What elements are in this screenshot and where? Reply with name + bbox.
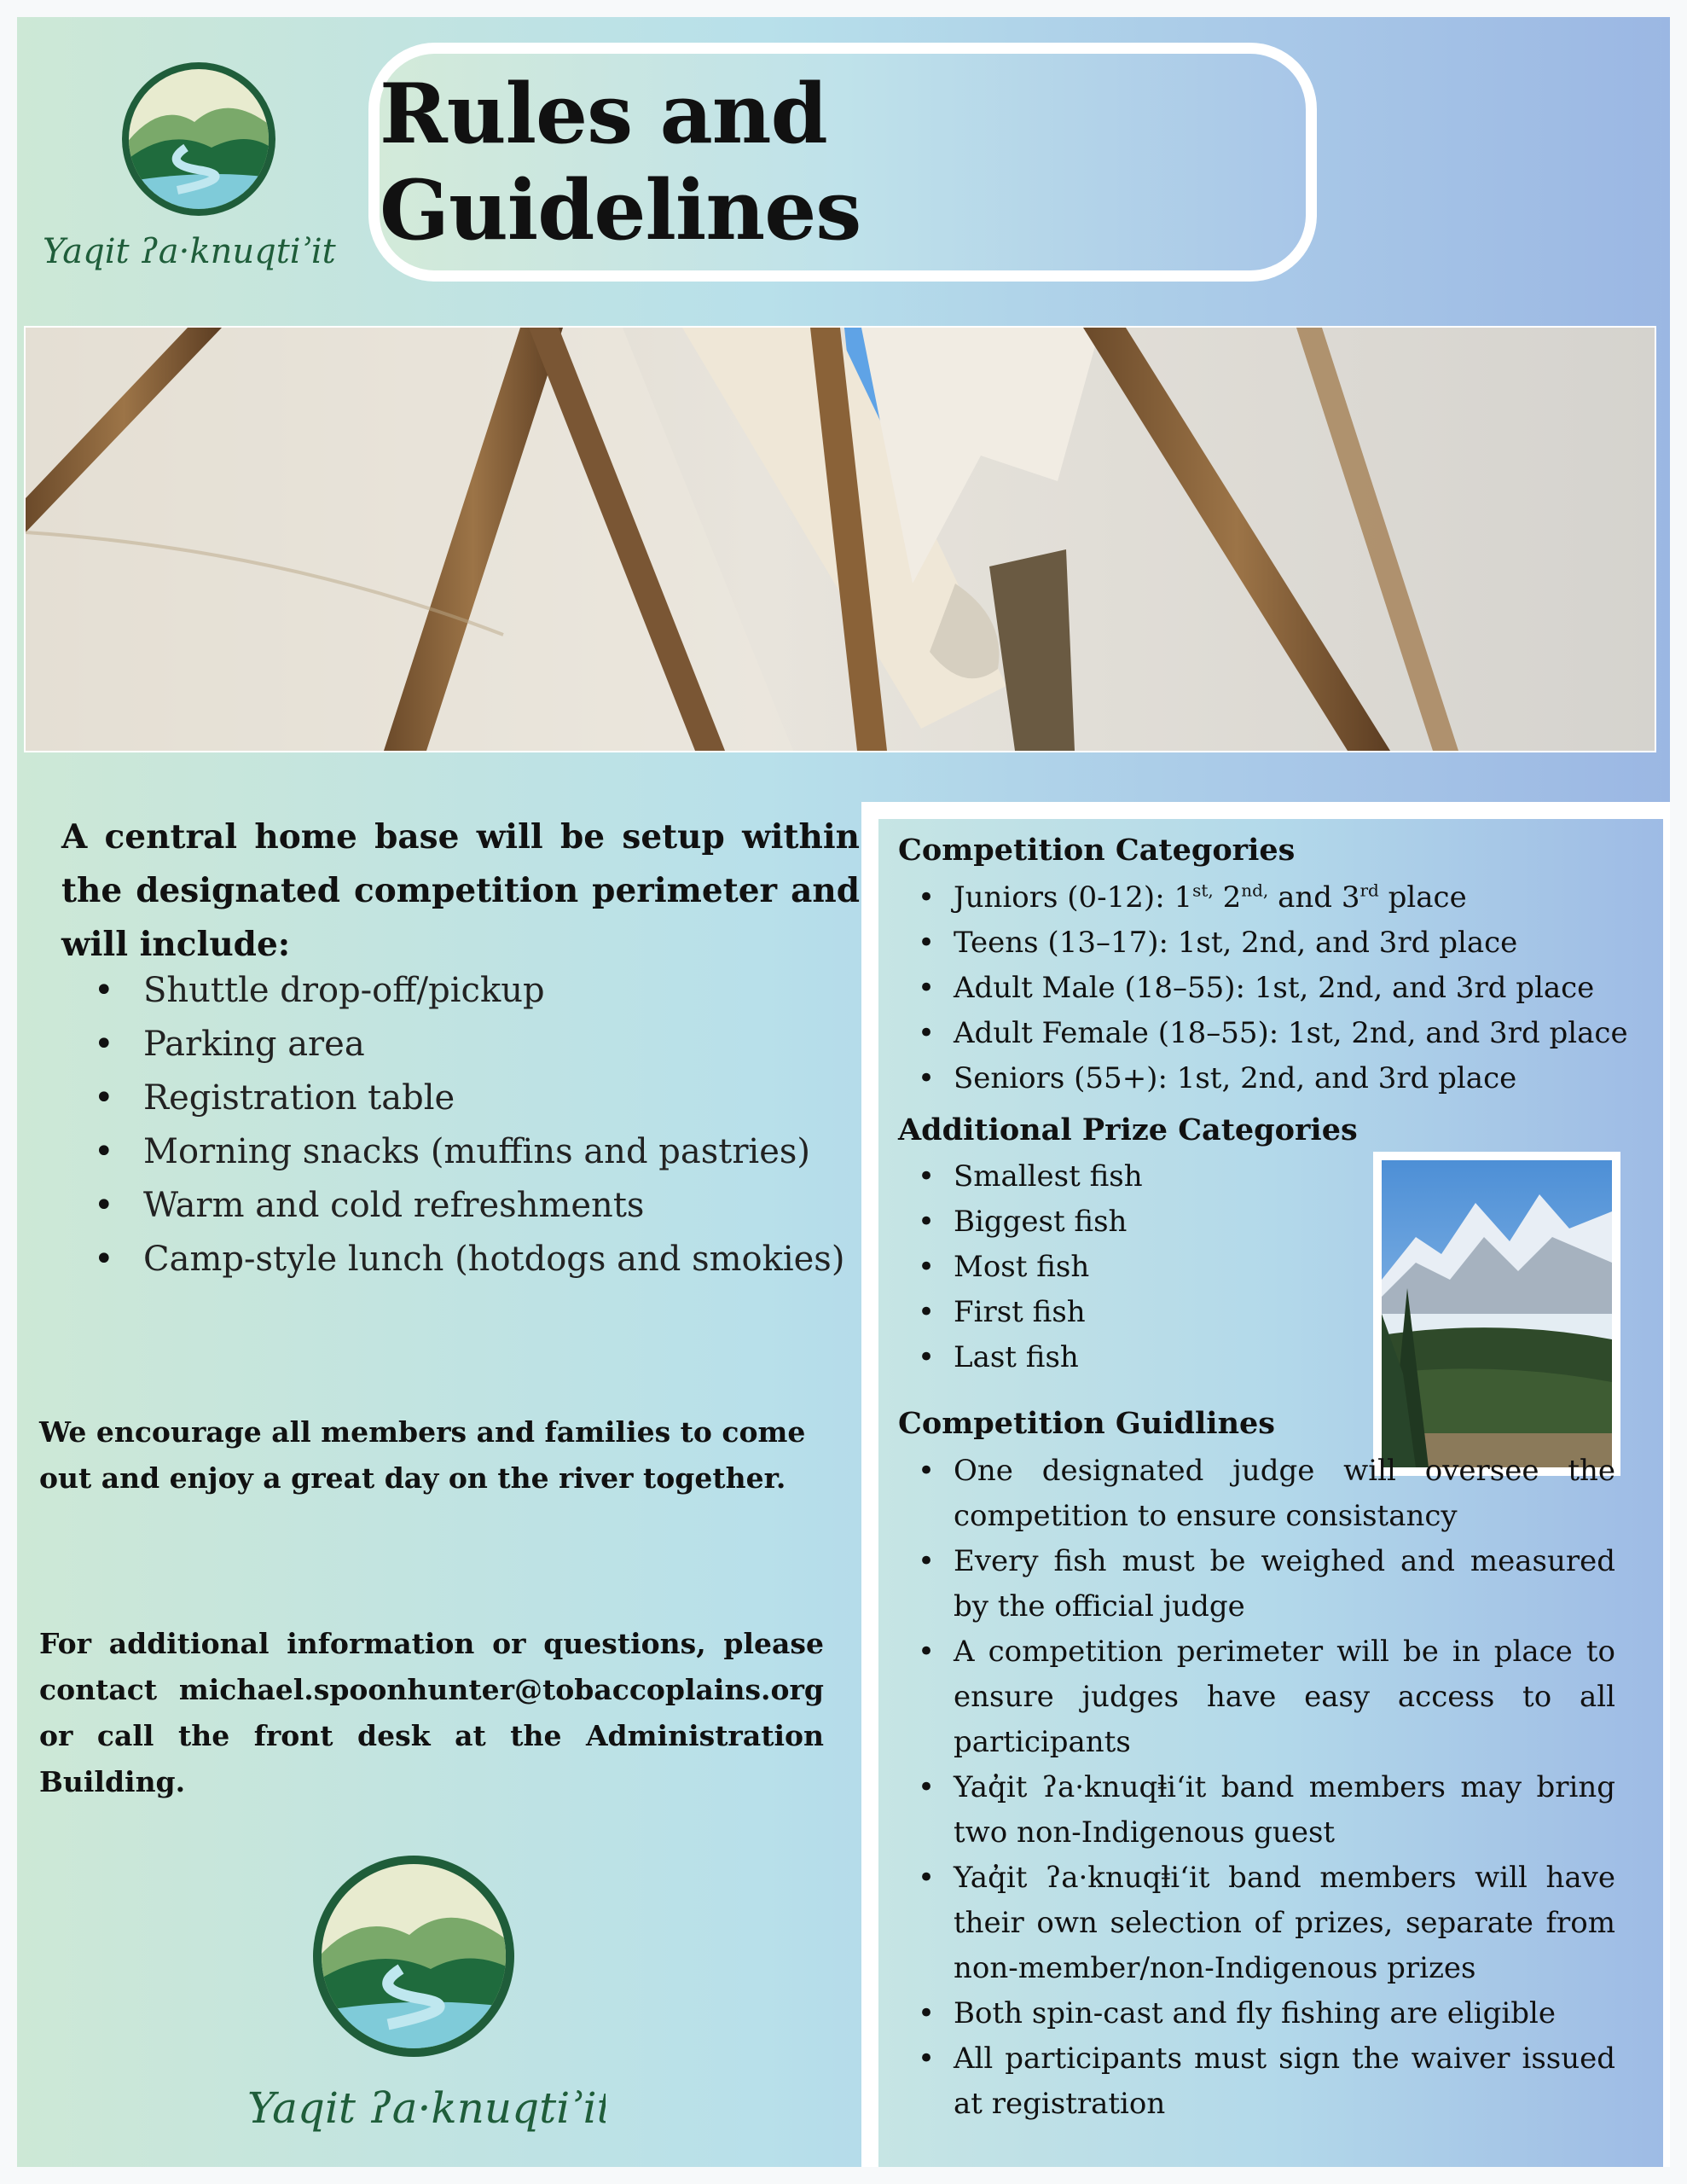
title-banner (368, 43, 1317, 282)
logo-text: Yaqit ʔa·knuqtiʾit (247, 2083, 606, 2133)
list-item: • Last fish (906, 1335, 1143, 1380)
amenities-list (85, 964, 844, 1287)
list-item: • Most fish (906, 1245, 1143, 1290)
flyer-page (17, 17, 1670, 2167)
nation-logo-bottom (213, 1850, 606, 2157)
list-item: • Biggest fish (906, 1199, 1143, 1245)
list-item: • Adult Male (18–55): 1st, 2nd, and 3rd place (906, 966, 1628, 1011)
right-panel (861, 802, 1670, 2167)
list-item: • All participants must sign the waiver issued at registration (906, 2036, 1615, 2127)
contact-text: For additional information or questions, please contact michael.spoonhunter@tobaccoplains.org or call the front desk at the Administration Building. (39, 1627, 824, 1798)
intro-text: A central home base will be setup within the designated competition perimeter and will include: (61, 817, 860, 964)
list-item: • Seniors (55+): 1st, 2nd, and 3rd place (906, 1056, 1628, 1101)
nation-logo (32, 41, 348, 297)
list-item: • Warm and cold refreshments (85, 1179, 844, 1233)
list-item: • Parking area (85, 1018, 844, 1072)
list-item: • Both spin-cast and fly fishing are eligible (906, 1991, 1615, 2036)
mountain-photo (1373, 1152, 1620, 1476)
competition-categories-title: Competition Categories (898, 833, 1296, 868)
list-item: • Registration table (85, 1072, 844, 1125)
list-item: • Yaq̓it ʔa·knuqⱡi‘it band members may bring two non-Indigenous guest (906, 1765, 1615, 1856)
competition-guidelines-list (906, 1449, 1615, 2127)
teepee-photo (24, 326, 1656, 752)
list-item: • One designated judge will oversee the competition to ensure consistancy (906, 1449, 1615, 1539)
list-item: • Morning snacks (muffins and pastries) (85, 1125, 844, 1179)
list-item: • Juniors (0-12): $1^{st,}$ $2^{nd,}$ and 3rd place (906, 875, 1628, 921)
prize-categories-title: Additional Prize Categories (898, 1112, 1358, 1147)
list-item: • Camp-style lunch (hotdogs and smokies) (85, 1233, 844, 1287)
right-panel-content (878, 819, 1663, 2167)
list-item: • Teens (13–17): 1st, 2nd, and 3rd place (906, 921, 1628, 966)
encourage-text: We encourage all members and families to come out and enjoy a great day on the river together. (39, 1415, 806, 1495)
competition-guidelines-title: Competition Guidlines (898, 1406, 1275, 1441)
list-item: • Adult Female (18–55): 1st, 2nd, and 3rd place (906, 1011, 1628, 1056)
list-item: • Smallest fish (906, 1154, 1143, 1199)
page-title: Rules and Guidelines (380, 66, 861, 258)
logo-emblem-icon (32, 41, 348, 297)
logo-emblem-icon (213, 1850, 606, 2157)
list-item: • First fish (906, 1290, 1143, 1335)
prize-categories-list (906, 1154, 1143, 1380)
list-item: • Every fish must be weighed and measured by the official judge (906, 1539, 1615, 1629)
list-item: • A competition perimeter will be in place to ensure judges have easy access to all participants (906, 1629, 1615, 1765)
list-item: • Shuttle drop-off/pickup (85, 964, 844, 1018)
competition-categories-list (906, 875, 1628, 1101)
list-item: • Yaq̓it ʔa·knuqⱡi‘it band members will have their own selection of prizes, separate from non-member/non-Indigenous prizes (906, 1856, 1615, 1991)
logo-text: Yaqit ʔa·knuqtiʾit (43, 232, 336, 271)
left-column (17, 768, 861, 2167)
